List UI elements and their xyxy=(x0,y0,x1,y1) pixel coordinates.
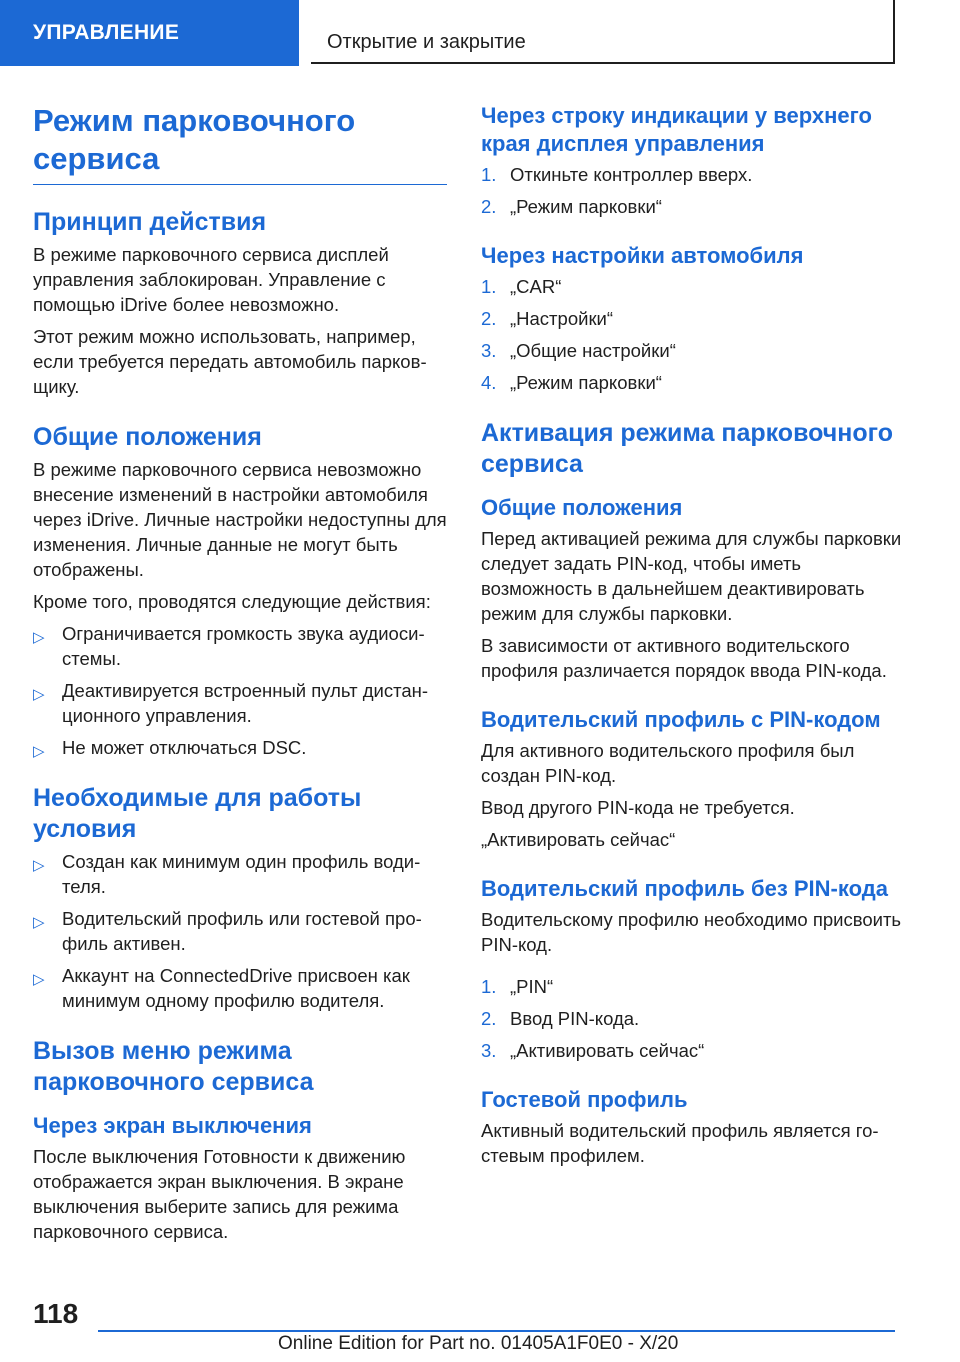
settings-steps xyxy=(481,274,911,395)
page-title: Режим парковочного сервиса xyxy=(33,102,447,185)
list-item: ▷ Аккаунт на ConnectedDrive присвоен как минимум одному профилю водителя. xyxy=(33,965,410,1011)
list-item: ▷ Не может отключаться DSC. xyxy=(33,735,447,760)
heading-off-screen: Через экран выключения xyxy=(33,1113,312,1138)
list-item: 1. Откиньте контроллер вверх. xyxy=(481,164,753,185)
list-item: ▷ Ограничивается громкость звука аудиосистемы. xyxy=(33,623,425,669)
paragraph: В режиме парковочного сервиса дисплей управления заблокирован. Управление с помощью iDrive более невозможно. xyxy=(33,244,389,315)
triangle-bullet-icon: ▷ xyxy=(33,914,45,931)
list-item: 1. „CAR“ xyxy=(481,276,562,297)
right-column xyxy=(481,102,911,1175)
list-item: 3. „Общие настройки“ xyxy=(481,340,676,361)
triangle-bullet-icon: ▷ xyxy=(33,971,45,988)
list-item: 2. Ввод PIN-кода. xyxy=(481,1008,640,1029)
heading-guest-profile: Гостевой профиль xyxy=(481,1087,688,1112)
triangle-bullet-icon: ▷ xyxy=(33,743,45,760)
heading-activation: Активация режима парковочного сервиса xyxy=(481,419,893,478)
heading-status-bar: Через строку индикации у верхнего края дисплея управления xyxy=(481,103,872,156)
heading-principle: Принцип действия xyxy=(33,208,267,236)
heading-vehicle-settings: Через настройки автомобиля xyxy=(481,243,804,268)
list-item: 2. „Настройки“ xyxy=(481,308,614,329)
paragraph: Этот режим можно использовать, например, если требуется передать автомобиль парковщику. xyxy=(33,326,427,397)
left-column xyxy=(33,96,447,1251)
paragraph: Активный водительский профиль является гостевым профилем. xyxy=(481,1120,879,1166)
heading-conditions: Необходимые для работы условия xyxy=(33,784,362,843)
triangle-bullet-icon: ▷ xyxy=(33,629,45,646)
edition-note: Online Edition for Part no. 01405A1F0E0 - X/20 xyxy=(278,1333,679,1354)
section-tab: УПРАВЛЕНИЕ xyxy=(0,0,299,66)
list-item: 3. „Активировать сейчас“ xyxy=(481,1040,705,1061)
heading-call-menu: Вызов меню режима парковочного сервиса xyxy=(33,1037,314,1096)
list-item: 2. „Режим парковки“ xyxy=(481,196,662,217)
status-steps xyxy=(481,162,911,219)
heading-activation-general: Общие положения xyxy=(481,495,683,520)
chapter-title: Открытие и закрытие xyxy=(311,0,895,64)
triangle-bullet-icon: ▷ xyxy=(33,686,45,703)
page-number: 118 xyxy=(33,1298,79,1329)
paragraph: Водительскому профилю необходимо присвоить PIN-код. xyxy=(481,909,902,955)
list-item: 1. „PIN“ xyxy=(481,976,554,997)
heading-general: Общие положения xyxy=(33,423,262,451)
triangle-bullet-icon: ▷ xyxy=(33,857,45,874)
paragraph: „Активировать сейчас“ xyxy=(481,829,676,850)
paragraph: Кроме того, проводятся следующие действия: xyxy=(33,591,431,612)
paragraph: В зависимости от активного водительского профиля различается порядок ввода PIN-кода. xyxy=(481,635,887,681)
heading-profile-with-pin: Водительский профиль с PIN-кодом xyxy=(481,707,881,732)
list-item: ▷ Водительский профиль или гостевой профиль активен. xyxy=(33,908,422,954)
footer-divider xyxy=(98,1330,895,1332)
heading-profile-without-pin: Водительский профиль без PIN-кода xyxy=(481,876,888,901)
list-item: ▷ Деактивируется встроенный пульт дистанционного управления. xyxy=(33,680,429,726)
paragraph: Перед активацией режима для службы парковки следует задать PIN-код, чтобы иметь возможность в дальнейшем деактивировать режим для службы парковки. xyxy=(481,528,902,624)
pin-steps xyxy=(481,974,911,1063)
paragraph: Для активного водительского профиля был создан PIN-код. xyxy=(481,740,855,786)
paragraph: После выключения Готовности к движению отображается экран выключения. В экране выключения выберите запись для режима парковочного сервиса. xyxy=(33,1146,406,1242)
list-item: 4. „Режим парковки“ xyxy=(481,372,662,393)
list-item: ▷ Создан как минимум один профиль водителя. xyxy=(33,851,421,897)
general-list xyxy=(33,621,447,760)
paragraph: Ввод другого PIN-кода не требуется. xyxy=(481,797,795,818)
conditions-list xyxy=(33,849,447,1013)
paragraph: В режиме парковочного сервиса невозможно внесение изменений в настройки автомобиля через iDrive. Личные настройки недоступны для изменения. Личные данные не могут быть отображены. xyxy=(33,459,447,580)
